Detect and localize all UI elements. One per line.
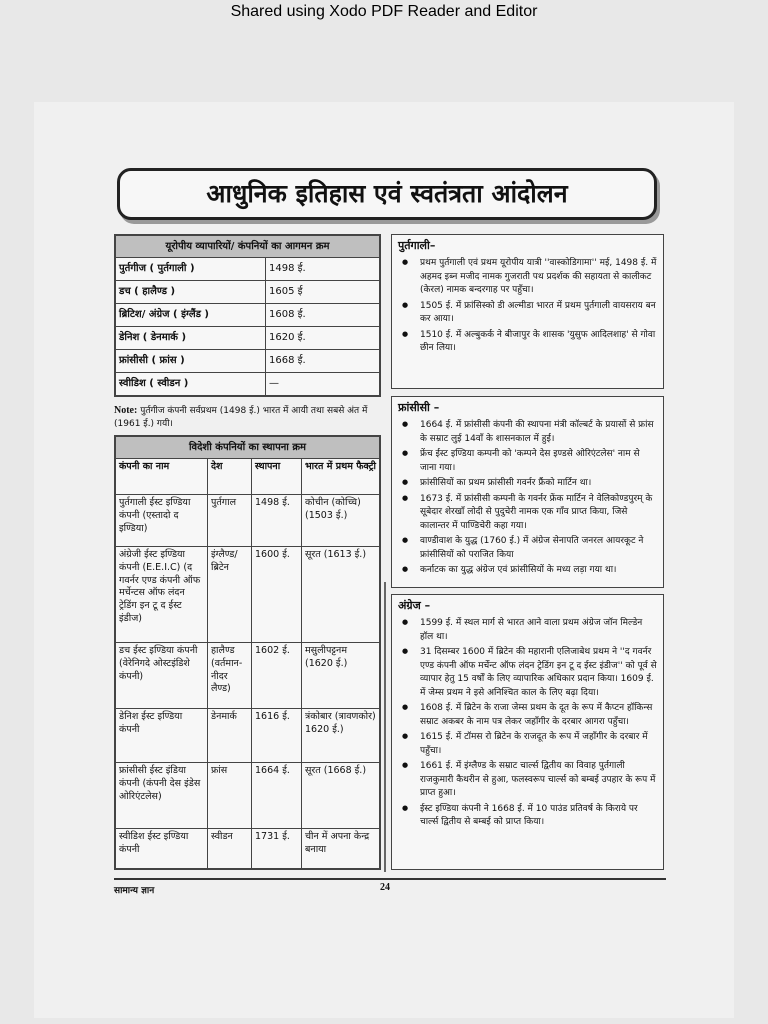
table-row: फ्रांसीसी ईस्ट इंडिया कंपनी (कंपनी देस इंडेस ओरिएंटलेस) फ्रांस 1664 ई. सूरत (1668 ई.) (116, 763, 380, 829)
list-item: ● 1664 ई. में फ्रांसीसी कंपनी की स्थापना मंत्री कॉल्बर्ट के प्रयासों से फ्रांस के सम्राट लुई 14वाँ के शासनकाल में हुई। (398, 419, 657, 446)
table-row: डच ईस्ट इण्डिया कंपनी (वेरेनिगदे ओस्टइंडिशे कंपनी) हालैण्ड (वर्तमान-नीदर लैण्ड) 1602 ई. मसुलीपट्टनम (1620 ई.) (116, 643, 380, 709)
footer-book-name: सामान्य ज्ञान (114, 886, 155, 896)
note-text (114, 404, 381, 431)
note-label: Note: (114, 405, 138, 416)
list-item: ● वाण्डीवाश के युद्ध (1760 ई.) में अंग्रेज सेनापति जनरल आयरकूट ने फ्रांसीसियों को पराजित किया (398, 535, 657, 562)
list-item: ● ईस्ट इण्डिया कंपनी ने 1668 ई. में 10 पाउंड प्रतिवर्ष के किराये पर चार्ल्स द्वितीय से बम्बई को प्राप्त किया। (398, 803, 657, 830)
list-item: ● फ्रांसीसियों का प्रथम फ्रांसीसी गवर्नर फ्रैंको मार्टिन था। (398, 477, 657, 491)
panel-heading: अंग्रेज – (398, 599, 431, 612)
table-row: डच ( हालैण्ड ) 1605 ई (116, 281, 380, 304)
portuguese-panel (391, 234, 664, 389)
col-header-first-factory: भारत में प्रथम फैक्ट्री (302, 459, 380, 495)
footer-rule (114, 878, 666, 880)
document-page (34, 102, 734, 1018)
col-header-founded: स्थापना (252, 459, 302, 495)
list-item: ● 1608 ई. में ब्रिटेन के राजा जेम्स प्रथम के दूत के रूप में कैप्टन हॉकिन्स सम्राट अकबर के नाम पत्र लेकर जहाँगीर के दरबार आगरा पहुँचा। (398, 702, 657, 729)
table-row: डेनिश ईस्ट इण्डिया कंपनी डेनमार्क 1616 ई. त्रंकोबार (त्रावणकोर) 1620 ई.) (116, 709, 380, 763)
list-item: ● कर्नाटक का युद्ध अंग्रेज एवं फ्रांसीसियों के मध्य लड़ा गया था। (398, 564, 657, 578)
table-row: अंग्रेजी ईस्ट इण्डिया कंपनी (E.E.I.C) (द गवर्नर एण्ड कंपनी ऑफ मर्चेन्टस ऑफ लंदन ट्रेडिंग इन टू द ईस्ट इंडीज) इंग्लैण्ड/ ब्रिटेन 1600 ई. सूरत (1613 ई.) (116, 547, 380, 643)
panel-heading: फ्रांसीसी – (398, 401, 440, 414)
list-item: ● 1505 ई. में फ्रांसिस्को डी अल्मीडा भारत में प्रथम पुर्तगाली वायसराय बन कर आया। (398, 300, 657, 327)
english-panel (391, 594, 664, 870)
list-item: ● 31 दिसम्बर 1600 में ब्रिटेन की महारानी एलिजाबेथ प्रथम ने ''द गवर्नर एण्ड कंपनी ऑफ मर्चेन्ट ऑफ लंदन ट्रेडिंग इन टू द ईस्ट इंडीज'' को पूर्व से व्यापार हेतु 15 वर्षों के लिए व्यापारिक अधिकार प्रदान किया। 1609 ई. में जेम्स प्रथम ने इसे अनिश्चित काल के लिए बढ़ा दिया। (398, 646, 657, 700)
company-establishment-table (114, 435, 381, 870)
table-row: पुर्तगीज ( पुर्तगाली ) 1498 ई. (116, 258, 380, 281)
column-divider (384, 582, 386, 872)
table-row: स्वीडिश ईस्ट इण्डिया कंपनी स्वीडन 1731 ई. चीन में अपना केन्द्र बनाया (116, 829, 380, 869)
page-number: 24 (380, 882, 390, 893)
chapter-title: आधुनिक इतिहास एवं स्वतंत्रता आंदोलन (206, 179, 568, 208)
table-row: स्वीडिश ( स्वीडन ) — (116, 373, 380, 396)
arrival-order-table (114, 234, 381, 397)
table-row: ब्रिटिश/ अंग्रेज ( इंग्लैंड ) 1608 ई. (116, 304, 380, 327)
list-item: ● फ्रेंच ईस्ट इण्डिया कम्पनी को 'कम्पने देस इण्डसे ओरिएंटलेस' नाम से जाना गया। (398, 448, 657, 475)
list-item: ● 1661 ई. में इंग्लैण्ड के सम्राट चार्ल्स द्वितीय का विवाह पुर्तगाली राजकुमारी कैथरीन से हुआ, फलस्वरूप चार्ल्स को बम्बई उपहार के रूप में प्राप्त हुआ। (398, 760, 657, 801)
table-row: डेनिश ( डेनमार्क ) 1620 ई. (116, 327, 380, 350)
list-item: ● 1599 ई. में स्थल मार्ग से भारत आने वाला प्रथम अंग्रेज जॉन मिल्डेन हॉल था। (398, 617, 657, 644)
french-panel (391, 396, 664, 588)
arrival-table-header: यूरोपीय व्यापारियों/ कंपनियों का आगमन क्रम (116, 236, 380, 258)
list-item: ● 1615 ई. में टॉमस रो ब्रिटेन के राजदूत के रूप में जहाँगीर के दरबार में पहुँचा। (398, 731, 657, 758)
col-header-company: कंपनी का नाम (116, 459, 208, 495)
list-item: ● 1510 ई. में अल्बुकर्क ने बीजापुर के शासक 'युसुफ आदिलशाह' से गोवा छीन लिया। (398, 329, 657, 356)
table-row: पुर्तगाली ईस्ट इण्डिया कंपनी (एस्तादो द इण्डिया) पुर्तगाल 1498 ई. कोचीन (कोच्चि) (1503 ई.) (116, 495, 380, 547)
note-body: पुर्तगीज कंपनी सर्वप्रथम (1498 ई.) भारत में आयी तथा सबसे अंत में (1961 ई.) गयी। (114, 406, 368, 429)
panel-heading: पुर्तगाली– (398, 239, 436, 252)
list-item: ● प्रथम पुर्तगाली एवं प्रथम यूरोपीय यात्री ''वास्कोडिगामा'' मई, 1498 ई. में अहमद इब्न मजीद नामक गुजराती पथ प्रदर्शक की सहायता से कालीकट (केरल) नामक बन्दरगाह पर पहुँचा। (398, 257, 657, 298)
chapter-title-box (117, 168, 657, 220)
establishment-table-caption: विदेशी कंपनियों का स्थापना क्रम (116, 437, 380, 459)
xodo-banner: Shared using Xodo PDF Reader and Editor (230, 3, 538, 20)
col-header-country: देश (208, 459, 252, 495)
list-item: ● 1673 ई. में फ्रांसीसी कम्पनी के गवर्नर फ्रेंक मार्टिन ने वेलिकोण्डपुरम् के सूबेदार शेरखाँ लोदी से पुदुचेरी नामक एक गाँव प्राप्त किया, जिसे कालान्तर में पाण्डिचेरी कहा गया। (398, 493, 657, 534)
table-row: फ्रांसीसी ( फ्रांस ) 1668 ई. (116, 350, 380, 373)
